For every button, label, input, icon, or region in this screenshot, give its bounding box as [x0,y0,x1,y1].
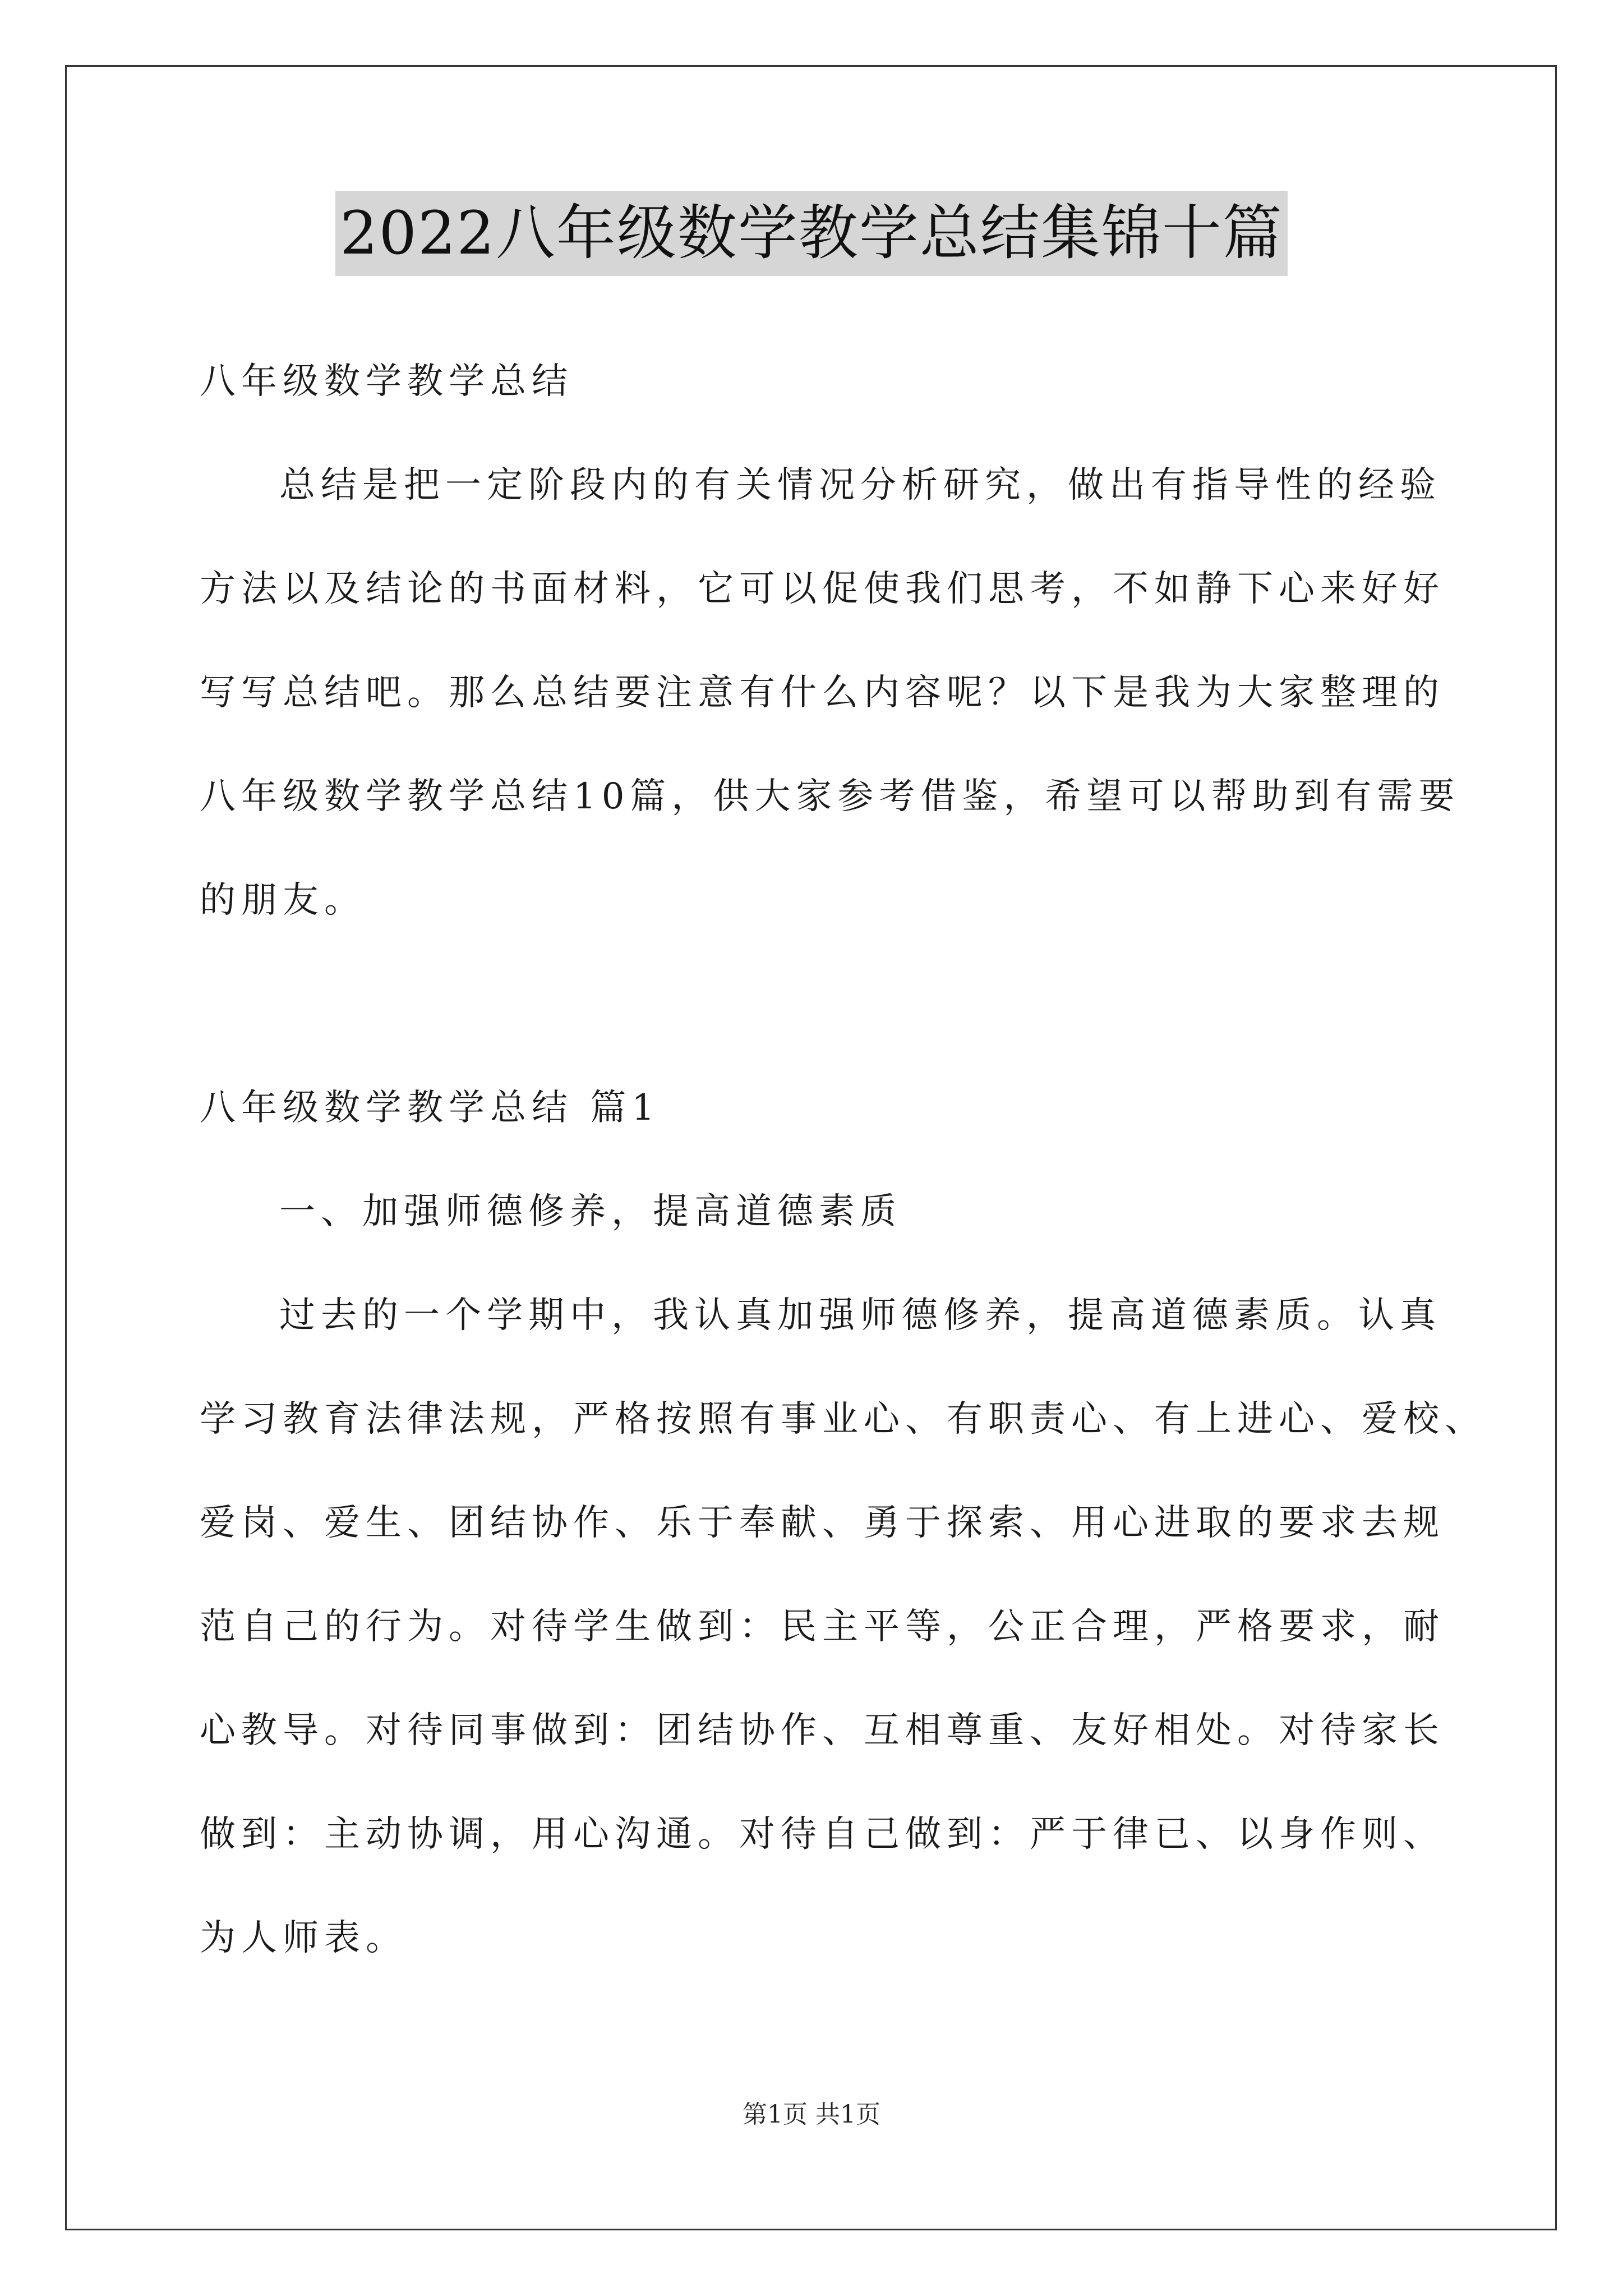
title-container [0,191,1623,276]
body-line: 学习教育法律法规，严格按照有事业心、有职责心、有上进心、爱校、 [200,1398,1486,1440]
body-line: 为人师表。 [200,1917,407,1959]
intro-line: 方法以及结论的书面材料，它可以促使我们思考，不如静下心来好好 [200,568,1445,610]
intro-line: 写写总结吧。那么总结要注意有什么内容呢？以下是我为大家整理的 [200,672,1445,714]
body-line: 范自己的行为。对待学生做到：民主平等，公正合理，严格要求，耐 [200,1606,1445,1648]
section-heading: 八年级数学教学总结 篇1 [200,1087,661,1129]
body-line: 爱岗、爱生、团结协作、乐于奉献、勇于探索、用心进取的要求去规 [200,1502,1445,1544]
intro-line: 的朋友。 [200,880,366,921]
intro-heading: 八年级数学教学总结 [200,361,573,402]
intro-line: 总结是把一定阶段内的有关情况分析研究，做出有指导性的经验 [279,464,1441,506]
section-subheading: 一、加强师德修养，提高道德素质 [279,1191,902,1232]
document-title: 2022八年级数学教学总结集锦十篇 [335,191,1288,276]
page-footer: 第1页 共1页 [743,2100,880,2129]
intro-line: 八年级数学教学总结10篇，供大家参考借鉴，希望可以帮助到有需要 [200,776,1460,817]
body-line: 过去的一个学期中，我认真加强师德修养，提高道德素质。认真 [279,1295,1441,1336]
body-line: 心教导。对待同事做到：团结协作、互相尊重、友好相处。对待家长 [200,1710,1445,1751]
body-line: 做到：主动协调，用心沟通。对待自己做到：严于律已、以身作则、 [200,1814,1445,1855]
